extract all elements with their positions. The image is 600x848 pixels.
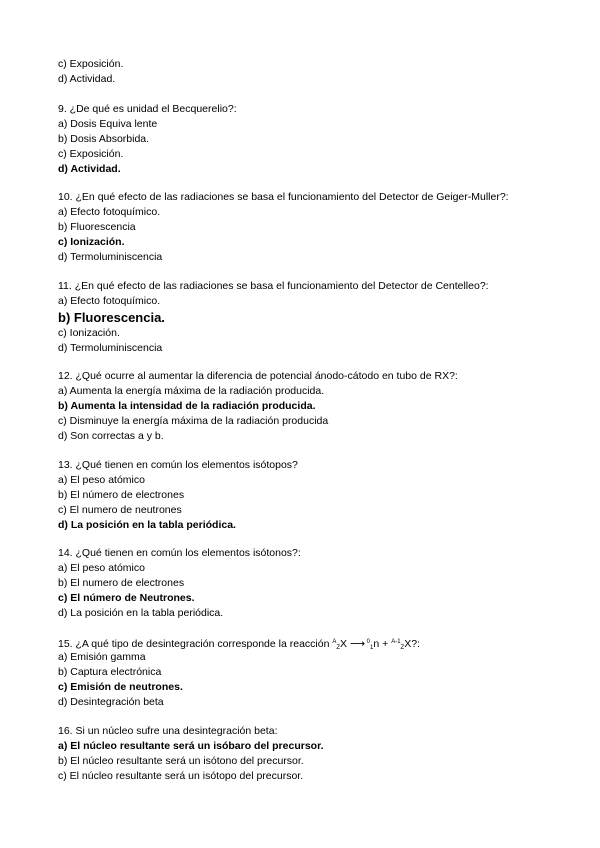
option-c-correct: c) Ionización.: [58, 236, 125, 248]
option-a: a) El peso atómico: [58, 474, 145, 486]
option-d: d) La posición en la tabla periódica.: [58, 607, 224, 619]
option-b: b) Captura electrónica: [58, 666, 162, 678]
option-d: d) Desintegración beta: [58, 696, 164, 708]
question-suffix: X?:: [404, 638, 420, 650]
question-prefix: 15. ¿A qué tipo de desintegración corresponde la reacción: [58, 638, 333, 650]
option-c: c) Ionización.: [58, 327, 120, 339]
question-text: [58, 635, 558, 650]
option-b-correct: b) Fluorescencia.: [58, 310, 165, 325]
option-c: c) Exposición.: [58, 58, 124, 70]
product-atomic-number: Z: [400, 645, 405, 651]
option-a: a) Efecto fotoquímico.: [58, 295, 161, 307]
product-mass: A-1: [391, 639, 401, 645]
neutron-number: 1: [370, 645, 374, 651]
option-d-correct: d) Actividad.: [58, 163, 121, 175]
option-c: c) El numero de neutrones: [58, 504, 182, 516]
option-d: d) Termoluminiscencia: [58, 342, 163, 354]
option-d: d) Termoluminiscencia: [58, 251, 163, 263]
question-12: [58, 369, 558, 444]
option-b: b) Fluorescencia: [58, 221, 136, 233]
question-14: [58, 546, 558, 621]
question-10: [58, 190, 558, 265]
question-text: 10. ¿En qué efecto de las radiaciones se basa el funcionamiento del Detector de Geiger-Muller?:: [58, 191, 509, 203]
question-text: 9. ¿De qué es unidad el Becquerelio?:: [58, 103, 237, 115]
neutron-mass: 0: [365, 639, 371, 645]
question-text: 12. ¿Qué ocurre al aumentar la diferencia de potencial ánodo-cátodo en tubo de RX?:: [58, 370, 458, 382]
question-9: [58, 102, 558, 177]
option-a: a) Aumenta la energía máxima de la radiación producida.: [58, 385, 325, 397]
neutron-plus: n +: [373, 638, 392, 650]
option-d-correct: d) La posición en la tabla periódica.: [58, 519, 236, 531]
option-a-correct: a) El núcleo resultante será un isóbaro del precursor.: [58, 740, 324, 752]
option-a: a) El peso atómico: [58, 562, 145, 574]
option-b-correct: b) Aumenta la intensidad de la radiación producida.: [58, 400, 316, 412]
option-c: c) El núcleo resultante será un isótopo del precursor.: [58, 770, 304, 782]
option-b: b) El núcleo resultante será un isótono del precursor.: [58, 755, 304, 767]
question-16: [58, 724, 558, 784]
question-text: 16. Si un núcleo sufre una desintegración beta:: [58, 725, 278, 737]
mass-number-A: A: [332, 639, 337, 645]
option-d: d) Actividad.: [58, 73, 116, 85]
question-8-tail: [58, 57, 558, 87]
option-b: b) Dosis Absorbida.: [58, 133, 150, 145]
option-c: c) Exposición.: [58, 148, 124, 160]
option-a: a) Emisión gamma: [58, 651, 146, 663]
option-c-correct: c) Emisión de neutrones.: [58, 681, 183, 693]
option-d: d) Son correctas a y b.: [58, 430, 164, 442]
question-text: 14. ¿Qué tienen en común los elementos isótonos?:: [58, 547, 301, 559]
option-c-correct: c) El número de Neutrones.: [58, 592, 195, 604]
arrow-icon: ⟶: [349, 638, 366, 650]
atomic-number-Z: Z: [336, 645, 341, 651]
question-11: [58, 279, 558, 356]
question-text: 11. ¿En qué efecto de las radiaciones se basa el funcionamiento del Detector de Centelleo?:: [58, 280, 489, 292]
option-b: b) El numero de electrones: [58, 577, 185, 589]
element-X: X: [340, 638, 350, 650]
option-a: a) Dosis Equiva lente: [58, 118, 158, 130]
question-15: [58, 635, 558, 710]
question-text: 13. ¿Qué tienen en común los elementos isótopos?: [58, 459, 298, 471]
option-c: c) Disminuye la energía máxima de la radiación producida: [58, 415, 329, 427]
question-13: [58, 458, 558, 533]
option-a: a) Efecto fotoquímico.: [58, 206, 161, 218]
option-b: b) El número de electrones: [58, 489, 185, 501]
